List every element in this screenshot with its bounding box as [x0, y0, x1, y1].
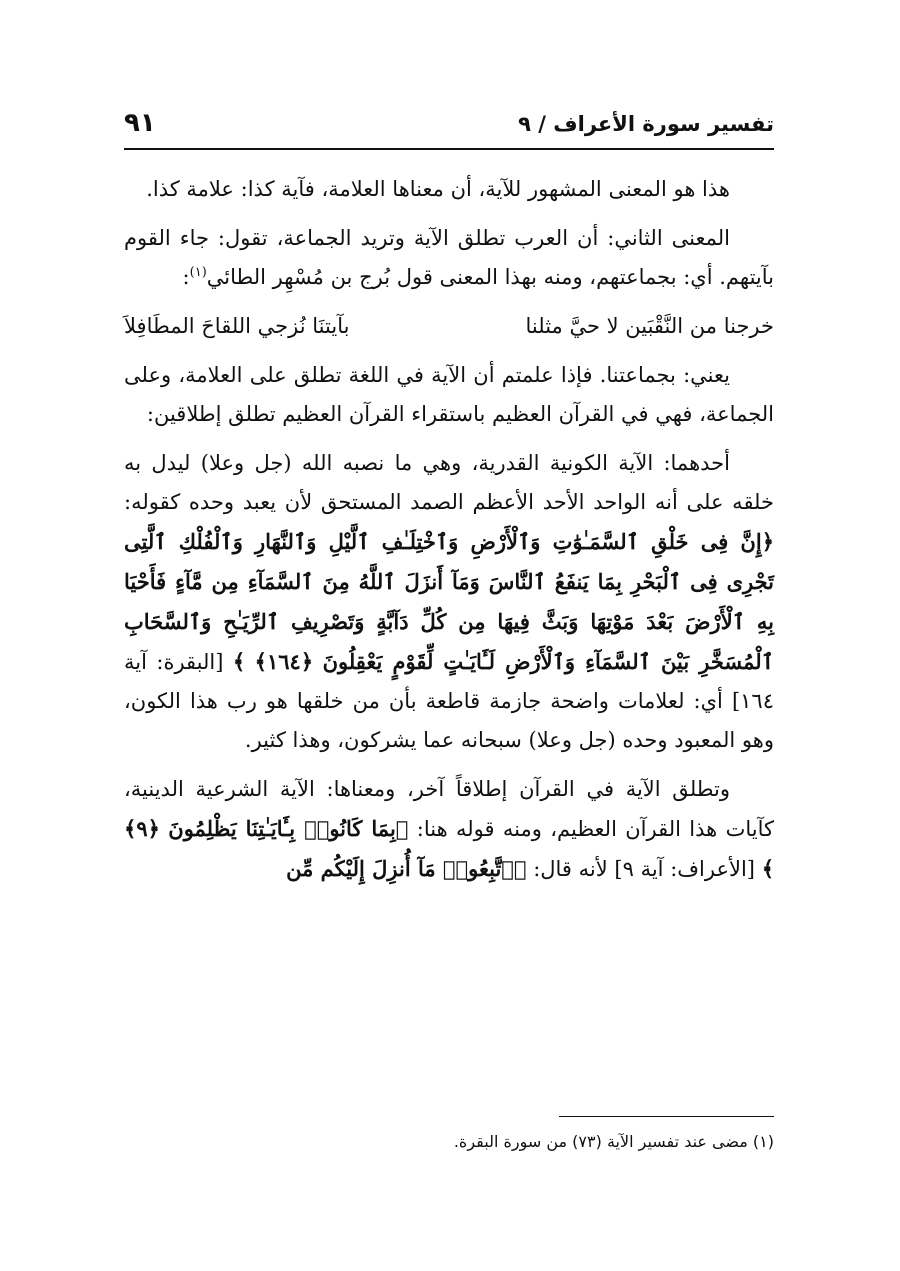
paragraph-4-intro: أحدهما: الآية الكونية القدرية، وهي ما نصبه الله (جل وعلا) ليدل به خلقه على أنه الواحد الأحد الأعظم الصمد المستحق لأن يعبد وحده كقوله: — [124, 451, 774, 514]
quran-verse-araf-9: بِمَا كَانُوا۟ بِـَٔايَـٰتِنَا يَظْلِمُونَ — [168, 816, 396, 841]
quran-close-brace: ﴾ — [761, 856, 774, 881]
paragraph-1-text: هذا هو المعنى المشهور للآية، أن معناها العلامة، فآية كذا: علامة كذا. — [146, 177, 730, 201]
ayah-number-mark: ﴿٩﴾ — [124, 816, 160, 841]
paragraph-2-colon: : — [182, 265, 190, 289]
paragraph-3 — [124, 356, 774, 434]
book-page — [124, 108, 774, 1208]
running-header — [124, 108, 774, 150]
ayah-number-mark: ﴿١٦٤﴾ — [254, 649, 314, 674]
body-text — [124, 170, 774, 889]
quran-open-brace: ﴿ — [761, 529, 774, 554]
paragraph-5-middle: لأنه قال: — [533, 857, 608, 881]
footnote: (١) مضى عند تفسير الآية (٧٣) من سورة البقرة. — [453, 1132, 774, 1151]
footnote-divider — [559, 1116, 774, 1117]
verse-citation: [الأعراف: آية ٩] — [614, 857, 755, 881]
page-number: ٩١ — [124, 108, 156, 138]
paragraph-2-text: المعنى الثاني: أن العرب تطلق الآية وتريد الجماعة، تقول: جاء القوم بآيتهم. أي: بجماعتهم، ومنه بهذا المعنى قول بُرج بن مُسْهِر الطائي — [124, 226, 774, 289]
paragraph-3-text: يعني: بجماعتنا. فإذا علمتم أن الآية في اللغة تطلق على العلامة، وعلى الجماعة، فهي في القرآن العظيم باستقراء القرآن العظيم تطلق إطلاقين: — [124, 363, 774, 426]
paragraph-1 — [124, 170, 774, 209]
quran-close-brace: ﴾ — [232, 649, 246, 674]
poem-second-hemistich: بآيتنَا نُزجي اللقاحَ المطَافِلاَ — [124, 314, 350, 338]
poem-first-hemistich: خرجنا من النَّقْبَين لا حيَّ مثلنا — [525, 314, 774, 338]
paragraph-4 — [124, 444, 774, 760]
poem-verse — [124, 307, 774, 346]
quran-open-brace: ﴿ — [513, 856, 527, 881]
paragraph-4-rest: أي: لعلامات واضحة جازمة قاطعة بأن من خلقها هو رب هذا الكون، وهو المعبود وحده (جل وعلا) سبحانه عما يشركون، وهذا كثير. — [124, 689, 774, 752]
paragraph-5 — [124, 770, 774, 889]
paragraph-5-intro: وتطلق الآية في القرآن إطلاقاً آخر، ومعناها: الآية الشرعية الدينية، كآيات هذا القرآن العظيم، ومنه قوله هنا: — [124, 777, 774, 841]
header-title: تفسير سورة الأعراف / ٩ — [518, 112, 774, 136]
paragraph-2 — [124, 219, 774, 297]
verse-citation: [البقرة: آية ١٦٤] — [124, 650, 774, 713]
quran-verse-araf-3: ٱتَّبِعُوا۟ مَآ أُنزِلَ إِلَيْكُم مِّن — [286, 856, 514, 881]
quran-open-brace: ﴿ — [395, 816, 409, 841]
footnote-reference: (١) — [189, 265, 207, 280]
quran-verse-baqarah-164: إِنَّ فِى خَلْقِ ٱلسَّمَـٰوَٰتِ وَٱلْأَرْضِ وَٱخْتِلَـٰفِ ٱلَّيْلِ وَٱلنَّهَارِ وَٱلْفُلْكِ ٱلَّتِى تَجْرِى فِى ٱلْبَحْرِ بِمَا يَنفَعُ ٱلنَّاسَ وَمَآ أَنزَلَ ٱللَّهُ مِنَ ٱلسَّمَآءِ مِن مَّآءٍ فَأَحْيَا بِهِ ٱلْأَرْضَ بَعْدَ مَوْتِهَا وَبَثَّ فِيهَا مِن كُلِّ دَآبَّةٍ وَتَصْرِيفِ ٱلرِّيَـٰحِ وَٱلسَّحَابِ ٱلْمُسَخَّرِ بَيْنَ ٱلسَّمَآءِ وَٱلْأَرْضِ لَـَٔايَـٰتٍ لِّقَوْمٍ يَعْقِلُونَ — [124, 529, 774, 674]
